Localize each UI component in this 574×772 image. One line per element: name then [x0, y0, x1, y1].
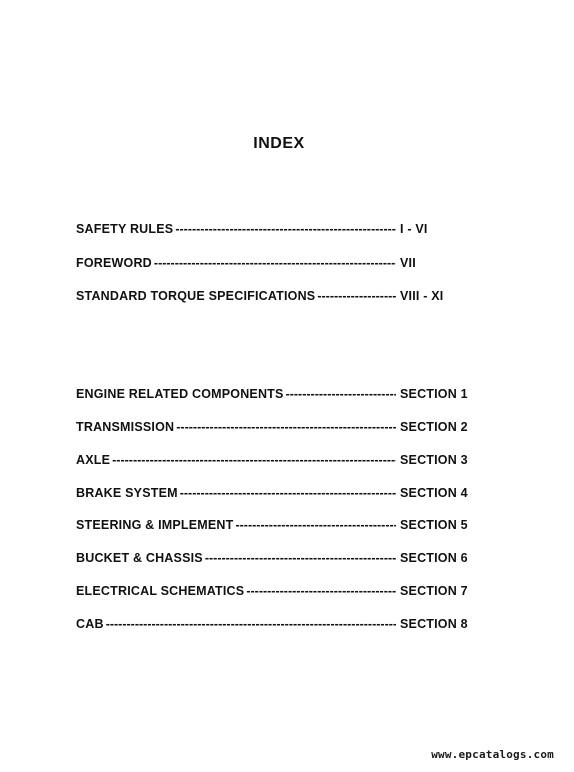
entry-label: TRANSMISSION: [76, 420, 175, 434]
dot-leader: [246, 584, 396, 598]
entry-section-ref: SECTION 2: [400, 420, 468, 434]
entry-page-ref: VIII - XI: [400, 289, 444, 303]
entry-label: SAFETY RULES: [76, 222, 174, 236]
dot-leader: [112, 453, 396, 467]
index-entry-section-5: [76, 518, 476, 534]
entry-section-ref: SECTION 6: [400, 551, 468, 565]
entry-section-ref: SECTION 3: [400, 453, 468, 467]
dot-leader: [106, 617, 396, 631]
entry-label: ENGINE RELATED COMPONENTS: [76, 387, 284, 401]
entry-section-ref: SECTION 7: [400, 584, 468, 598]
dot-leader: [317, 289, 396, 303]
index-entry-section-6: [76, 551, 476, 567]
index-entry-section-2: [76, 420, 476, 436]
entry-label: AXLE: [76, 453, 111, 467]
entry-section-ref: SECTION 4: [400, 486, 468, 500]
entry-label: BUCKET & CHASSIS: [76, 551, 203, 565]
entry-label: BRAKE SYSTEM: [76, 486, 178, 500]
watermark-url: www.epcatalogs.com: [431, 748, 554, 761]
dot-leader: [235, 518, 396, 532]
index-entry-section-3: [76, 453, 476, 469]
dot-leader: [154, 256, 396, 270]
index-entry-standard-torque: [76, 289, 476, 305]
dot-leader: [175, 222, 396, 236]
entry-section-ref: SECTION 1: [400, 387, 468, 401]
entry-section-ref: SECTION 5: [400, 518, 468, 532]
page-title: INDEX: [253, 135, 305, 152]
index-entry-safety-rules: [76, 222, 476, 238]
entry-page-ref: I - VI: [400, 222, 428, 236]
index-entry-section-4: [76, 486, 476, 502]
index-entry-section-7: [76, 584, 476, 600]
entry-label: ELECTRICAL SCHEMATICS: [76, 584, 245, 598]
entry-section-ref: SECTION 8: [400, 617, 468, 631]
dot-leader: [205, 551, 396, 565]
index-entry-foreword: [76, 256, 476, 272]
entry-page-ref: VII: [400, 256, 416, 270]
index-entry-section-8: [76, 617, 476, 633]
entry-label: STANDARD TORQUE SPECIFICATIONS: [76, 289, 316, 303]
entry-label: FOREWORD: [76, 256, 152, 270]
dot-leader: [286, 387, 396, 401]
dot-leader: [180, 486, 396, 500]
dot-leader: [176, 420, 396, 434]
entry-label: STEERING & IMPLEMENT: [76, 518, 234, 532]
index-entry-section-1: [76, 387, 476, 403]
entry-label: CAB: [76, 617, 104, 631]
